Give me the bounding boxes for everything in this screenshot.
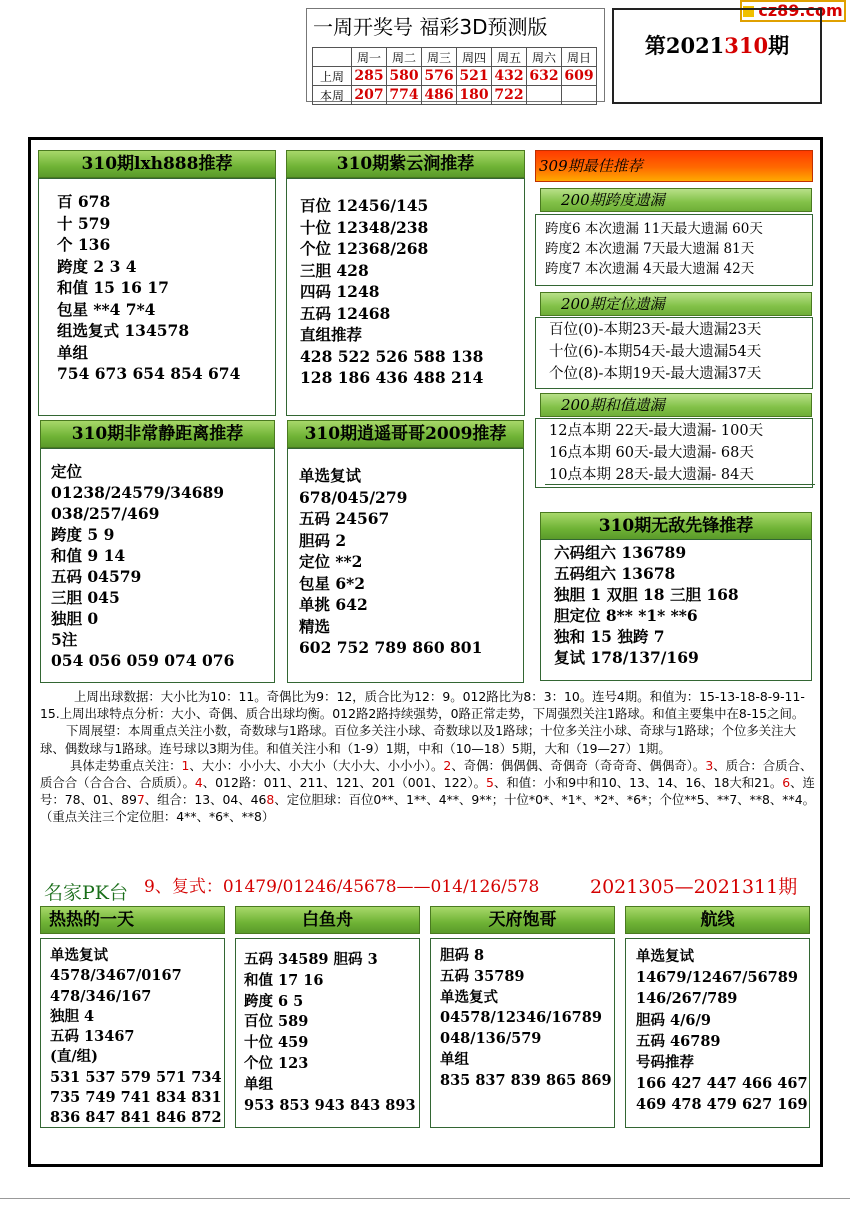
line: 定位	[51, 462, 83, 481]
line: 128 186 436 488 214	[300, 368, 484, 387]
line: 胆码 8	[440, 947, 485, 964]
panel-title-byz: 白鱼舟	[235, 906, 420, 934]
byz-lines	[244, 950, 416, 1116]
line: 胆码 2	[299, 530, 347, 550]
table-corner	[313, 48, 352, 67]
line: 678/045/279	[299, 487, 408, 507]
rrdyt-lines	[50, 946, 222, 1129]
line: 个位 12368/268	[300, 239, 429, 258]
line: 个位 123	[244, 1054, 309, 1072]
line: 038/257/469	[51, 504, 160, 523]
pos-miss-lines	[549, 319, 761, 385]
trend-num: 8	[266, 792, 275, 808]
hx-lines	[636, 946, 808, 1116]
line: 跨度7 本次遗漏 4天最大遗漏 42天	[545, 261, 755, 277]
line: 十 579	[57, 213, 111, 233]
line: 12点本期 22天-最大遗漏- 100天	[549, 423, 764, 439]
line: 单组	[244, 1075, 273, 1093]
day-header: 周一	[352, 48, 387, 67]
page-bottom-line	[0, 1198, 850, 1199]
result-cell: 486	[422, 86, 457, 105]
wdxf-lines	[554, 542, 739, 668]
result-cell: 521	[457, 67, 492, 86]
line: 和值 17 16	[244, 971, 324, 989]
line: 组选复式 134578	[57, 321, 190, 340]
tfbg-lines	[440, 946, 612, 1092]
panel-title-lxh888: 310期lxh888推荐	[38, 150, 276, 178]
weekly-title-main: 一周开奖号	[313, 15, 413, 39]
trend-text: 、质合：合质合、质合合（合合合、合质质）。	[40, 757, 813, 791]
day-header: 周六	[527, 48, 562, 67]
weekly-results-table	[312, 47, 597, 105]
pk-label: 名家PK台	[44, 882, 128, 904]
line: 百位 12456/145	[300, 196, 429, 215]
panel-title-tfbg: 天府饱哥	[430, 906, 615, 934]
line: 直组推荐	[300, 325, 363, 344]
trend-text: 、连号：78、01、89	[40, 775, 815, 808]
weekly-results-panel	[306, 8, 605, 102]
line: 单挑 642	[299, 595, 368, 614]
line: 048/136/579	[440, 1030, 542, 1048]
this-week-label: 本周	[313, 86, 352, 105]
line: 054 056 059 074 076	[51, 651, 235, 670]
line: 精选	[299, 616, 331, 636]
trend-num: 3	[705, 757, 714, 773]
trend-text: 、组合：13、04、46	[144, 792, 267, 808]
trend-num: 4	[194, 775, 203, 791]
line: 五码 13467	[50, 1028, 135, 1046]
line: 01238/24579/34689	[51, 483, 225, 502]
line: 号码推荐	[636, 1054, 694, 1072]
pk-period: 2021305—2021311期	[590, 876, 798, 898]
line: 428 522 526 588 138	[300, 346, 484, 366]
line: 个位(8)-本期19天-最大遗漏37天	[549, 366, 762, 382]
line: 五码 12468	[300, 303, 391, 323]
result-cell: 432	[492, 67, 527, 86]
day-header: 周三	[422, 48, 457, 67]
line: 三胆 045	[51, 588, 120, 607]
analysis-text	[40, 688, 815, 826]
span-miss-lines	[545, 219, 763, 279]
analysis-paragraph-2: 下周展望：本周重点关注小数，奇数球与1路球。百位多关注小球、奇数球以及1路球；十位多关注小球、奇球与1路球；个位多关注大球、偶数球与1路球。连号球以3期为佳。和值关注小和（1-9）1期，中和（10—18）5期，大和（19—27）1期。	[40, 723, 796, 756]
panel-title-hx: 航线	[625, 906, 810, 934]
panel-title-xygg: 310期逍遥哥哥2009推荐	[287, 420, 524, 448]
panel-title-wdxf: 310期无敌先锋推荐	[540, 512, 812, 540]
result-cell: 207	[352, 86, 387, 105]
day-header: 周二	[387, 48, 422, 67]
analysis-paragraph-1: 上周出球数据：大小比为10：11。奇偶比为9：12，质合比为12：9。012路比为8：3：10。连号4期。和值为：15-13-18-8-9-11-15.上周出球特点分析：大小、奇偶、质合出球均衡。012路2路持续强势，0路正常走势，下周强烈关注1路球。和值主要集中在8-15之间。	[40, 689, 805, 722]
result-cell: 632	[527, 67, 562, 86]
line: 5注	[51, 630, 78, 649]
result-cell	[527, 86, 562, 105]
line: (直/组)	[50, 1048, 99, 1066]
day-header: 周日	[562, 48, 597, 67]
line: 胆定位 8** *1* **6	[554, 606, 698, 625]
weekly-title-sub: 福彩3D预测版	[419, 15, 548, 39]
trend-text: 、和值：小和9中和10、13、14、16、18大和21。	[493, 775, 783, 791]
line: 跨度 6 5	[244, 992, 304, 1010]
issue-prefix: 第2021	[644, 33, 725, 58]
line: 十位(6)-本期54天-最大遗漏54天	[549, 344, 762, 360]
day-header: 周四	[457, 48, 492, 67]
line: 六码组六 136789	[554, 543, 687, 562]
line: 754 673 654 854 674	[57, 364, 241, 383]
line: 百位 589	[244, 1013, 309, 1031]
line: 独胆 0	[51, 609, 99, 628]
line: 五码 34589 胆码 3	[244, 951, 378, 968]
xygg-lines	[299, 465, 482, 659]
result-cell: 774	[387, 86, 422, 105]
line: 个 136	[57, 235, 111, 254]
line: 十位 12348/238	[300, 217, 429, 237]
line: 跨度6 本次遗漏 11天最大遗漏 60天	[545, 221, 763, 237]
line: 包星 **4 7*4	[57, 299, 156, 319]
line: 单组	[57, 342, 89, 362]
trend-num: 1	[181, 757, 190, 773]
lxh888-lines	[57, 191, 240, 385]
line: 五码组六 13678	[554, 564, 676, 583]
line: 跨度2 本次遗漏 7天最大遗漏 81天	[545, 241, 755, 257]
line: 十位 459	[244, 1034, 309, 1052]
fcjj-lines	[51, 461, 234, 671]
line: 独和 15 独跨 7	[554, 627, 665, 646]
line: 469 478 479 627 169	[636, 1096, 808, 1114]
result-cell: 285	[352, 67, 387, 86]
line: 四码 1248	[300, 282, 380, 301]
trend-num: 2	[443, 757, 452, 773]
result-cell: 580	[387, 67, 422, 86]
line: 百 678	[57, 192, 111, 211]
result-cell: 180	[457, 86, 492, 105]
line: 4578/3467/0167	[50, 967, 182, 985]
panel-title-fcjj: 310期非常静距离推荐	[40, 420, 275, 448]
line: 和值 9 14	[51, 546, 126, 565]
line: 735 749 741 834 831	[50, 1089, 222, 1107]
logo-text: cz89.com	[758, 1, 843, 20]
line: 定位 **2	[299, 552, 363, 571]
zyj-lines	[300, 195, 483, 389]
pk-fushi: 9、复式：01479/01246/45678——014/126/578	[144, 877, 540, 897]
panel-title-zyj: 310期紫云涧推荐	[286, 150, 525, 178]
line: 和值 15 16 17	[57, 278, 169, 297]
line: 包星 6*2	[299, 573, 366, 593]
line: 复试 178/137/169	[554, 648, 699, 667]
line: 单选复式	[440, 988, 498, 1006]
issue-num: 310	[724, 33, 769, 58]
trend-num: 7	[136, 792, 145, 808]
day-header: 周五	[492, 48, 527, 67]
line: 三胆 428	[300, 260, 369, 280]
line: 五码 04579	[51, 567, 142, 586]
line: 单选复试	[50, 947, 108, 964]
weekly-title	[307, 9, 604, 45]
result-cell: 609	[562, 67, 597, 86]
trend-num: 5	[486, 775, 494, 791]
line: 独胆 1 双胆 18 三胆 168	[554, 585, 739, 604]
line: 单组	[440, 1050, 469, 1068]
line: 04578/12346/16789	[440, 1009, 602, 1027]
pos-miss-title: 200期定位遗漏	[540, 292, 812, 316]
issue-box	[612, 8, 822, 104]
divider	[545, 484, 815, 485]
line: 单选复试	[299, 466, 362, 485]
trend-text: 、大小：小小大、小大小（大小大、小小小）。	[189, 757, 444, 773]
sum-miss-lines	[549, 420, 763, 486]
line: 14679/12467/56789	[636, 969, 798, 987]
line: 531 537 579 571 734	[50, 1068, 222, 1086]
line: 胆码 4/6/9	[636, 1011, 711, 1029]
span-miss-title: 200期跨度遗漏	[540, 188, 812, 212]
line: 跨度 5 9	[51, 525, 115, 544]
panel-title-rrdyt: 热热的一天	[40, 906, 225, 934]
line: 602 752 789 860 801	[299, 638, 483, 657]
line: 单选复试	[636, 948, 694, 965]
line: 10点本期 28天-最大遗漏- 84天	[549, 467, 754, 483]
line: 166 427 447 466 467	[636, 1075, 808, 1093]
line: 16点本期 60天-最大遗漏- 68天	[549, 445, 754, 461]
line: 835 837 839 865 869	[440, 1071, 612, 1089]
line: 953 853 943 843 893	[244, 1096, 416, 1114]
result-cell: 722	[492, 86, 527, 105]
line: 五码 46789	[636, 1032, 721, 1050]
issue-suffix: 期	[768, 33, 790, 58]
line: 478/346/167	[50, 987, 152, 1005]
analysis-paragraph-3	[40, 757, 815, 826]
line: 146/267/789	[636, 990, 738, 1008]
issue-number	[614, 30, 820, 60]
result-cell: 576	[422, 67, 457, 86]
trend-text: 、奇偶：偶偶偶、奇偶奇（奇奇奇、偶偶奇）。	[451, 757, 706, 773]
trend-num: 6	[782, 775, 791, 791]
line: 百位(0)-本期23天-最大遗漏23天	[549, 322, 762, 338]
best-title: 309期最佳推荐	[535, 150, 813, 182]
line: 836 847 841 846 872	[50, 1109, 222, 1127]
trend-text: 、定位胆球：百位0**、1**、4**、9**；十位*0*、*1*、*2*、*6*；个位**5、**7、**8、**4。（重点关注三个定位胆：4**、*6*、**8）	[40, 792, 815, 825]
trend-intro: 具体走势重点关注：	[70, 757, 182, 773]
sum-miss-title: 200期和值遗漏	[540, 393, 812, 417]
last-week-label: 上周	[313, 67, 352, 86]
line: 五码 24567	[299, 509, 390, 528]
trend-text: 、012路：011、211、121、201（001、122）。	[202, 775, 487, 791]
line: 独胆 4	[50, 1007, 95, 1025]
line: 跨度 2 3 4	[57, 256, 137, 276]
result-cell	[562, 86, 597, 105]
line: 五码 35789	[440, 967, 525, 985]
